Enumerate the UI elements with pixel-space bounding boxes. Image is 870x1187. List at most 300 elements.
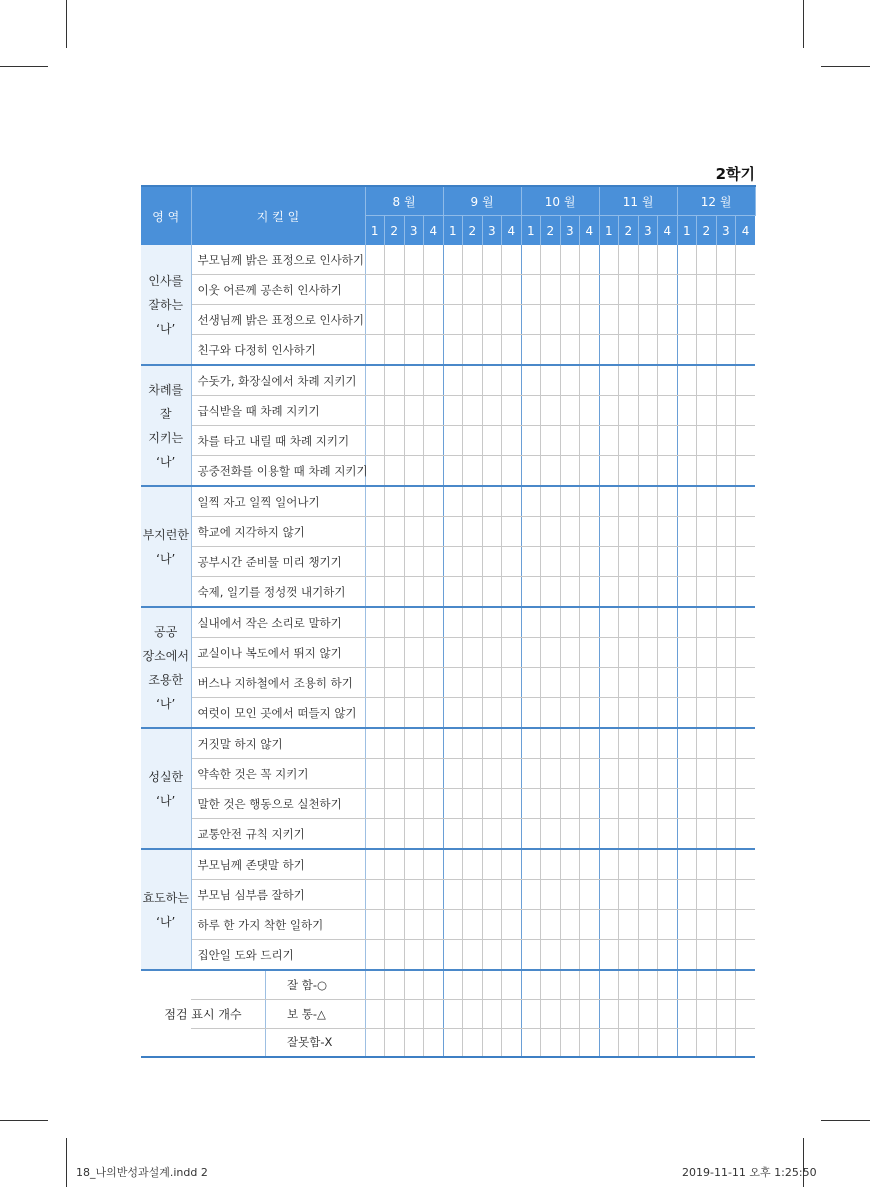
check-cell[interactable]: [365, 728, 385, 759]
check-cell[interactable]: [599, 335, 619, 366]
check-cell[interactable]: [482, 456, 502, 487]
check-cell[interactable]: [736, 638, 756, 668]
check-cell[interactable]: [424, 607, 444, 638]
check-cell[interactable]: [638, 759, 658, 789]
check-cell[interactable]: [599, 456, 619, 487]
check-cell[interactable]: [541, 335, 561, 366]
check-cell[interactable]: [365, 638, 385, 668]
check-cell[interactable]: [521, 396, 541, 426]
check-cell[interactable]: [404, 396, 424, 426]
check-cell[interactable]: [385, 789, 405, 819]
check-cell[interactable]: [463, 668, 483, 698]
check-cell[interactable]: [716, 819, 736, 850]
check-cell[interactable]: [365, 999, 385, 1028]
check-cell[interactable]: [482, 547, 502, 577]
check-cell[interactable]: [463, 275, 483, 305]
check-cell[interactable]: [541, 456, 561, 487]
check-cell[interactable]: [697, 577, 717, 608]
check-cell[interactable]: [463, 456, 483, 487]
check-cell[interactable]: [716, 698, 736, 729]
check-cell[interactable]: [736, 547, 756, 577]
check-cell[interactable]: [385, 426, 405, 456]
check-cell[interactable]: [677, 577, 697, 608]
check-cell[interactable]: [619, 245, 639, 275]
check-cell[interactable]: [580, 456, 600, 487]
check-cell[interactable]: [521, 940, 541, 971]
check-cell[interactable]: [443, 335, 463, 366]
check-cell[interactable]: [580, 910, 600, 940]
check-cell[interactable]: [521, 970, 541, 999]
check-cell[interactable]: [385, 728, 405, 759]
check-cell[interactable]: [482, 880, 502, 910]
check-cell[interactable]: [736, 365, 756, 396]
check-cell[interactable]: [580, 819, 600, 850]
check-cell[interactable]: [580, 577, 600, 608]
check-cell[interactable]: [619, 335, 639, 366]
check-cell[interactable]: [404, 880, 424, 910]
check-cell[interactable]: [365, 426, 385, 456]
check-cell[interactable]: [658, 668, 678, 698]
check-cell[interactable]: [716, 305, 736, 335]
check-cell[interactable]: [404, 999, 424, 1028]
check-cell[interactable]: [599, 365, 619, 396]
check-cell[interactable]: [638, 940, 658, 971]
check-cell[interactable]: [658, 396, 678, 426]
check-cell[interactable]: [697, 305, 717, 335]
check-cell[interactable]: [404, 365, 424, 396]
check-cell[interactable]: [736, 698, 756, 729]
check-cell[interactable]: [658, 517, 678, 547]
check-cell[interactable]: [443, 728, 463, 759]
check-cell[interactable]: [599, 245, 619, 275]
check-cell[interactable]: [736, 486, 756, 517]
check-cell[interactable]: [677, 275, 697, 305]
check-cell[interactable]: [619, 910, 639, 940]
check-cell[interactable]: [638, 275, 658, 305]
check-cell[interactable]: [443, 305, 463, 335]
check-cell[interactable]: [677, 607, 697, 638]
check-cell[interactable]: [541, 426, 561, 456]
check-cell[interactable]: [482, 910, 502, 940]
check-cell[interactable]: [697, 517, 717, 547]
check-cell[interactable]: [619, 396, 639, 426]
check-cell[interactable]: [677, 880, 697, 910]
check-cell[interactable]: [697, 880, 717, 910]
check-cell[interactable]: [443, 396, 463, 426]
check-cell[interactable]: [619, 577, 639, 608]
check-cell[interactable]: [638, 365, 658, 396]
check-cell[interactable]: [619, 547, 639, 577]
check-cell[interactable]: [502, 698, 522, 729]
check-cell[interactable]: [365, 668, 385, 698]
check-cell[interactable]: [541, 607, 561, 638]
check-cell[interactable]: [658, 1028, 678, 1057]
check-cell[interactable]: [521, 365, 541, 396]
check-cell[interactable]: [619, 940, 639, 971]
check-cell[interactable]: [443, 910, 463, 940]
check-cell[interactable]: [385, 759, 405, 789]
check-cell[interactable]: [502, 789, 522, 819]
check-cell[interactable]: [638, 245, 658, 275]
check-cell[interactable]: [599, 849, 619, 880]
check-cell[interactable]: [365, 607, 385, 638]
check-cell[interactable]: [716, 789, 736, 819]
check-cell[interactable]: [463, 819, 483, 850]
check-cell[interactable]: [463, 396, 483, 426]
check-cell[interactable]: [580, 335, 600, 366]
check-cell[interactable]: [443, 668, 463, 698]
check-cell[interactable]: [560, 275, 580, 305]
check-cell[interactable]: [658, 849, 678, 880]
check-cell[interactable]: [463, 486, 483, 517]
check-cell[interactable]: [521, 698, 541, 729]
check-cell[interactable]: [560, 728, 580, 759]
check-cell[interactable]: [619, 970, 639, 999]
check-cell[interactable]: [619, 999, 639, 1028]
check-cell[interactable]: [560, 335, 580, 366]
check-cell[interactable]: [404, 668, 424, 698]
check-cell[interactable]: [658, 819, 678, 850]
check-cell[interactable]: [521, 910, 541, 940]
check-cell[interactable]: [716, 849, 736, 880]
check-cell[interactable]: [599, 880, 619, 910]
check-cell[interactable]: [385, 940, 405, 971]
check-cell[interactable]: [502, 880, 522, 910]
check-cell[interactable]: [736, 426, 756, 456]
check-cell[interactable]: [424, 517, 444, 547]
check-cell[interactable]: [580, 849, 600, 880]
check-cell[interactable]: [443, 999, 463, 1028]
check-cell[interactable]: [424, 456, 444, 487]
check-cell[interactable]: [424, 728, 444, 759]
check-cell[interactable]: [736, 517, 756, 547]
check-cell[interactable]: [599, 970, 619, 999]
check-cell[interactable]: [697, 999, 717, 1028]
check-cell[interactable]: [580, 999, 600, 1028]
check-cell[interactable]: [482, 819, 502, 850]
check-cell[interactable]: [443, 698, 463, 729]
check-cell[interactable]: [463, 849, 483, 880]
check-cell[interactable]: [424, 335, 444, 366]
check-cell[interactable]: [619, 728, 639, 759]
check-cell[interactable]: [365, 275, 385, 305]
check-cell[interactable]: [502, 275, 522, 305]
check-cell[interactable]: [619, 426, 639, 456]
check-cell[interactable]: [463, 940, 483, 971]
check-cell[interactable]: [521, 638, 541, 668]
check-cell[interactable]: [599, 728, 619, 759]
check-cell[interactable]: [736, 940, 756, 971]
check-cell[interactable]: [638, 517, 658, 547]
check-cell[interactable]: [541, 698, 561, 729]
check-cell[interactable]: [638, 910, 658, 940]
check-cell[interactable]: [658, 698, 678, 729]
check-cell[interactable]: [677, 999, 697, 1028]
check-cell[interactable]: [638, 396, 658, 426]
check-cell[interactable]: [482, 365, 502, 396]
check-cell[interactable]: [638, 335, 658, 366]
check-cell[interactable]: [521, 607, 541, 638]
check-cell[interactable]: [599, 607, 619, 638]
check-cell[interactable]: [736, 789, 756, 819]
check-cell[interactable]: [697, 789, 717, 819]
check-cell[interactable]: [658, 547, 678, 577]
check-cell[interactable]: [502, 819, 522, 850]
check-cell[interactable]: [365, 970, 385, 999]
check-cell[interactable]: [424, 577, 444, 608]
check-cell[interactable]: [677, 759, 697, 789]
check-cell[interactable]: [482, 275, 502, 305]
check-cell[interactable]: [716, 880, 736, 910]
check-cell[interactable]: [404, 547, 424, 577]
check-cell[interactable]: [658, 759, 678, 789]
check-cell[interactable]: [463, 999, 483, 1028]
check-cell[interactable]: [502, 456, 522, 487]
check-cell[interactable]: [677, 547, 697, 577]
check-cell[interactable]: [404, 849, 424, 880]
check-cell[interactable]: [638, 728, 658, 759]
check-cell[interactable]: [697, 396, 717, 426]
check-cell[interactable]: [619, 305, 639, 335]
check-cell[interactable]: [580, 940, 600, 971]
check-cell[interactable]: [443, 456, 463, 487]
check-cell[interactable]: [424, 396, 444, 426]
check-cell[interactable]: [404, 275, 424, 305]
check-cell[interactable]: [560, 305, 580, 335]
check-cell[interactable]: [404, 910, 424, 940]
check-cell[interactable]: [677, 456, 697, 487]
check-cell[interactable]: [658, 728, 678, 759]
check-cell[interactable]: [521, 1028, 541, 1057]
check-cell[interactable]: [599, 517, 619, 547]
check-cell[interactable]: [716, 486, 736, 517]
check-cell[interactable]: [736, 577, 756, 608]
check-cell[interactable]: [541, 789, 561, 819]
check-cell[interactable]: [560, 789, 580, 819]
check-cell[interactable]: [541, 849, 561, 880]
check-cell[interactable]: [697, 275, 717, 305]
check-cell[interactable]: [521, 305, 541, 335]
check-cell[interactable]: [365, 789, 385, 819]
check-cell[interactable]: [463, 880, 483, 910]
check-cell[interactable]: [385, 819, 405, 850]
check-cell[interactable]: [599, 547, 619, 577]
check-cell[interactable]: [404, 819, 424, 850]
check-cell[interactable]: [502, 426, 522, 456]
check-cell[interactable]: [463, 426, 483, 456]
check-cell[interactable]: [619, 880, 639, 910]
check-cell[interactable]: [638, 547, 658, 577]
check-cell[interactable]: [482, 577, 502, 608]
check-cell[interactable]: [541, 728, 561, 759]
check-cell[interactable]: [482, 668, 502, 698]
check-cell[interactable]: [599, 396, 619, 426]
check-cell[interactable]: [443, 275, 463, 305]
check-cell[interactable]: [502, 365, 522, 396]
check-cell[interactable]: [580, 728, 600, 759]
check-cell[interactable]: [658, 456, 678, 487]
check-cell[interactable]: [541, 940, 561, 971]
check-cell[interactable]: [541, 577, 561, 608]
check-cell[interactable]: [424, 426, 444, 456]
check-cell[interactable]: [365, 819, 385, 850]
check-cell[interactable]: [580, 486, 600, 517]
check-cell[interactable]: [404, 305, 424, 335]
check-cell[interactable]: [541, 819, 561, 850]
check-cell[interactable]: [502, 607, 522, 638]
check-cell[interactable]: [482, 638, 502, 668]
check-cell[interactable]: [560, 577, 580, 608]
check-cell[interactable]: [385, 275, 405, 305]
check-cell[interactable]: [580, 759, 600, 789]
check-cell[interactable]: [541, 275, 561, 305]
check-cell[interactable]: [716, 970, 736, 999]
check-cell[interactable]: [716, 607, 736, 638]
check-cell[interactable]: [560, 365, 580, 396]
check-cell[interactable]: [385, 999, 405, 1028]
check-cell[interactable]: [619, 638, 639, 668]
check-cell[interactable]: [463, 245, 483, 275]
check-cell[interactable]: [580, 789, 600, 819]
check-cell[interactable]: [424, 668, 444, 698]
check-cell[interactable]: [580, 1028, 600, 1057]
check-cell[interactable]: [677, 970, 697, 999]
check-cell[interactable]: [404, 970, 424, 999]
check-cell[interactable]: [658, 607, 678, 638]
check-cell[interactable]: [521, 547, 541, 577]
check-cell[interactable]: [404, 1028, 424, 1057]
check-cell[interactable]: [502, 1028, 522, 1057]
check-cell[interactable]: [541, 365, 561, 396]
check-cell[interactable]: [424, 245, 444, 275]
check-cell[interactable]: [736, 456, 756, 487]
check-cell[interactable]: [385, 910, 405, 940]
check-cell[interactable]: [736, 880, 756, 910]
check-cell[interactable]: [736, 910, 756, 940]
check-cell[interactable]: [404, 335, 424, 366]
check-cell[interactable]: [365, 245, 385, 275]
check-cell[interactable]: [463, 335, 483, 366]
check-cell[interactable]: [599, 1028, 619, 1057]
check-cell[interactable]: [677, 940, 697, 971]
check-cell[interactable]: [385, 486, 405, 517]
check-cell[interactable]: [697, 668, 717, 698]
check-cell[interactable]: [385, 335, 405, 366]
check-cell[interactable]: [521, 426, 541, 456]
check-cell[interactable]: [697, 365, 717, 396]
check-cell[interactable]: [443, 638, 463, 668]
check-cell[interactable]: [619, 849, 639, 880]
check-cell[interactable]: [443, 819, 463, 850]
check-cell[interactable]: [697, 759, 717, 789]
check-cell[interactable]: [482, 999, 502, 1028]
check-cell[interactable]: [697, 547, 717, 577]
check-cell[interactable]: [424, 999, 444, 1028]
check-cell[interactable]: [658, 999, 678, 1028]
check-cell[interactable]: [521, 335, 541, 366]
check-cell[interactable]: [463, 365, 483, 396]
check-cell[interactable]: [424, 638, 444, 668]
check-cell[interactable]: [697, 245, 717, 275]
check-cell[interactable]: [385, 305, 405, 335]
check-cell[interactable]: [658, 880, 678, 910]
check-cell[interactable]: [736, 335, 756, 366]
check-cell[interactable]: [502, 970, 522, 999]
check-cell[interactable]: [677, 698, 697, 729]
check-cell[interactable]: [502, 668, 522, 698]
check-cell[interactable]: [619, 668, 639, 698]
check-cell[interactable]: [658, 789, 678, 819]
check-cell[interactable]: [658, 577, 678, 608]
check-cell[interactable]: [697, 940, 717, 971]
check-cell[interactable]: [404, 577, 424, 608]
check-cell[interactable]: [424, 1028, 444, 1057]
check-cell[interactable]: [580, 970, 600, 999]
check-cell[interactable]: [580, 668, 600, 698]
check-cell[interactable]: [580, 245, 600, 275]
check-cell[interactable]: [638, 789, 658, 819]
check-cell[interactable]: [424, 305, 444, 335]
check-cell[interactable]: [443, 940, 463, 971]
check-cell[interactable]: [638, 638, 658, 668]
check-cell[interactable]: [502, 940, 522, 971]
check-cell[interactable]: [580, 426, 600, 456]
check-cell[interactable]: [697, 698, 717, 729]
check-cell[interactable]: [385, 396, 405, 426]
check-cell[interactable]: [385, 456, 405, 487]
check-cell[interactable]: [463, 577, 483, 608]
check-cell[interactable]: [482, 305, 502, 335]
check-cell[interactable]: [560, 698, 580, 729]
check-cell[interactable]: [619, 456, 639, 487]
check-cell[interactable]: [482, 849, 502, 880]
check-cell[interactable]: [697, 819, 717, 850]
check-cell[interactable]: [443, 789, 463, 819]
check-cell[interactable]: [677, 1028, 697, 1057]
check-cell[interactable]: [424, 486, 444, 517]
check-cell[interactable]: [716, 910, 736, 940]
check-cell[interactable]: [463, 910, 483, 940]
check-cell[interactable]: [619, 607, 639, 638]
check-cell[interactable]: [424, 940, 444, 971]
check-cell[interactable]: [580, 275, 600, 305]
check-cell[interactable]: [599, 305, 619, 335]
check-cell[interactable]: [599, 910, 619, 940]
check-cell[interactable]: [599, 819, 619, 850]
check-cell[interactable]: [560, 456, 580, 487]
check-cell[interactable]: [463, 547, 483, 577]
check-cell[interactable]: [736, 245, 756, 275]
check-cell[interactable]: [541, 880, 561, 910]
check-cell[interactable]: [385, 245, 405, 275]
check-cell[interactable]: [697, 638, 717, 668]
check-cell[interactable]: [580, 547, 600, 577]
check-cell[interactable]: [619, 365, 639, 396]
check-cell[interactable]: [404, 486, 424, 517]
check-cell[interactable]: [521, 999, 541, 1028]
check-cell[interactable]: [482, 970, 502, 999]
check-cell[interactable]: [443, 607, 463, 638]
check-cell[interactable]: [697, 910, 717, 940]
check-cell[interactable]: [677, 819, 697, 850]
check-cell[interactable]: [619, 517, 639, 547]
check-cell[interactable]: [424, 880, 444, 910]
check-cell[interactable]: [599, 789, 619, 819]
check-cell[interactable]: [599, 426, 619, 456]
check-cell[interactable]: [365, 335, 385, 366]
check-cell[interactable]: [716, 577, 736, 608]
check-cell[interactable]: [502, 759, 522, 789]
